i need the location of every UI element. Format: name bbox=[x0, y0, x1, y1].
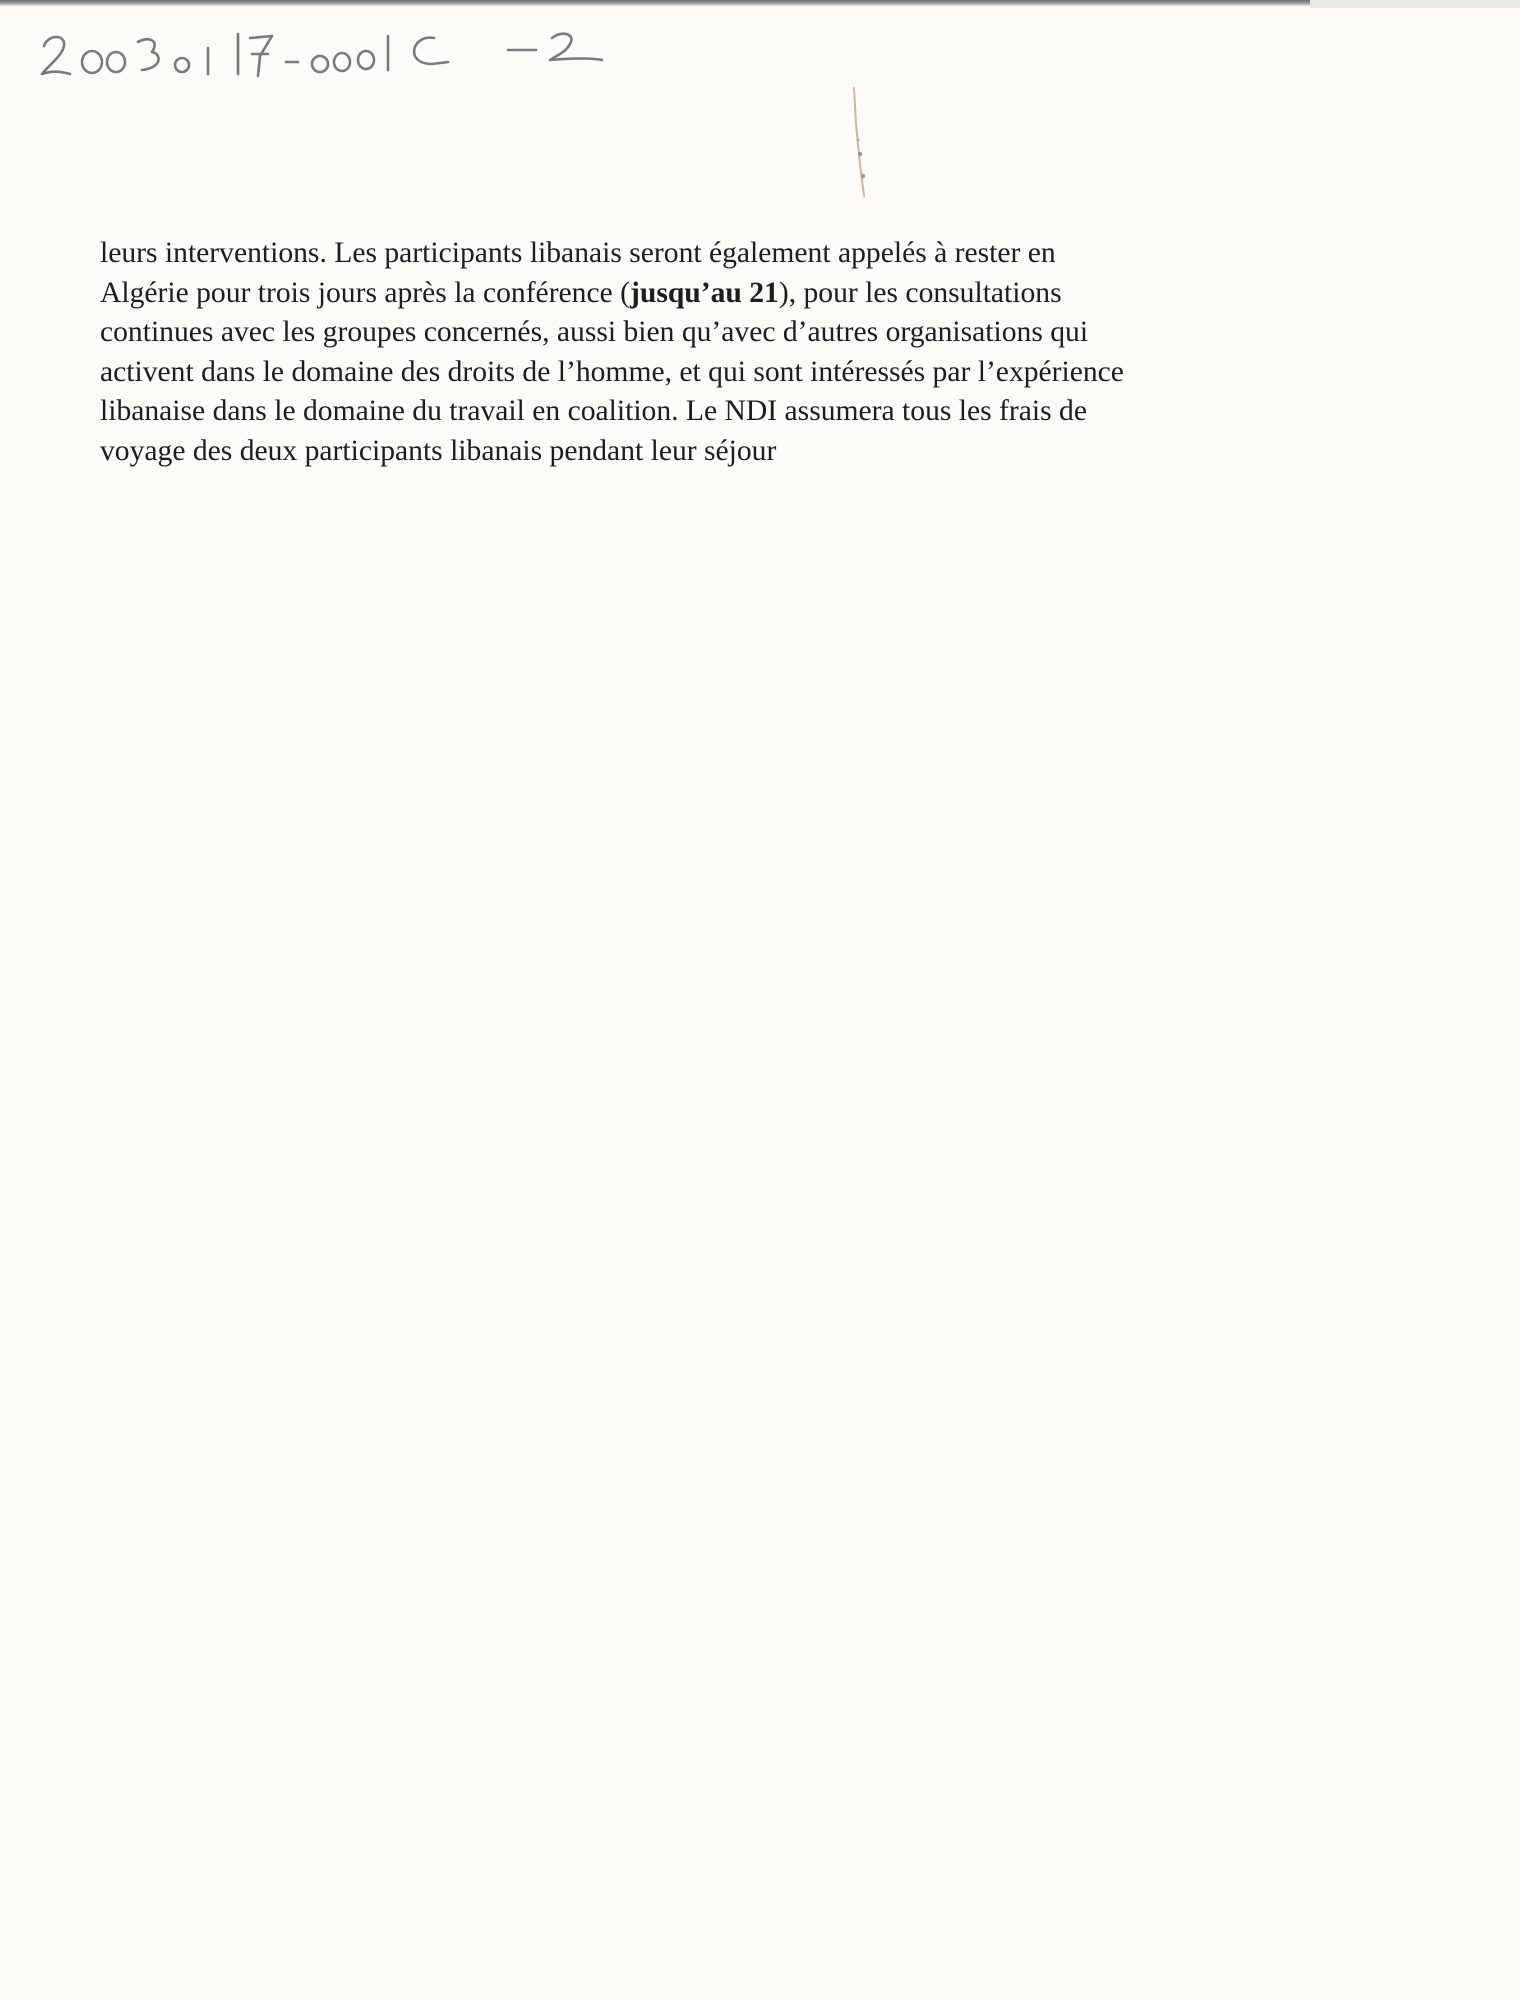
paragraph-line-1: leurs interventions. Les participants libanais seront également appelés à rester en bbox=[100, 237, 1056, 269]
paragraph-line-6: voyage des deux participants libanais pendant leur séjour bbox=[100, 434, 777, 467]
scan-speck-drawing bbox=[848, 84, 872, 204]
paragraph-line-4: activent dans le domaine des droits de l’homme, et qui sont intéressés par l’expérience bbox=[100, 355, 1124, 388]
paragraph-line-5: libanaise dans le domaine du travail en coalition. Le NDI assumera tous les frais de bbox=[100, 395, 1087, 428]
scan-right-band bbox=[1310, 0, 1520, 8]
paragraph-line-2-start: Algérie pour trois jours après la conférence ( bbox=[100, 276, 630, 309]
body-paragraph bbox=[100, 234, 1400, 472]
handwritten-reference bbox=[36, 24, 616, 84]
handwritten-reference-drawing bbox=[36, 24, 616, 84]
bold-date-phrase: jusqu’au 21 bbox=[630, 276, 779, 309]
scan-speck bbox=[848, 84, 872, 204]
paragraph-line-2 bbox=[100, 274, 1400, 314]
paragraph-line-2-end: ), pour les consultations bbox=[778, 276, 1062, 309]
paragraph-line-3: continues avec les groupes concernés, aussi bien qu’avec d’autres organisations qui bbox=[100, 316, 1089, 349]
scan-top-edge bbox=[0, 0, 1310, 6]
